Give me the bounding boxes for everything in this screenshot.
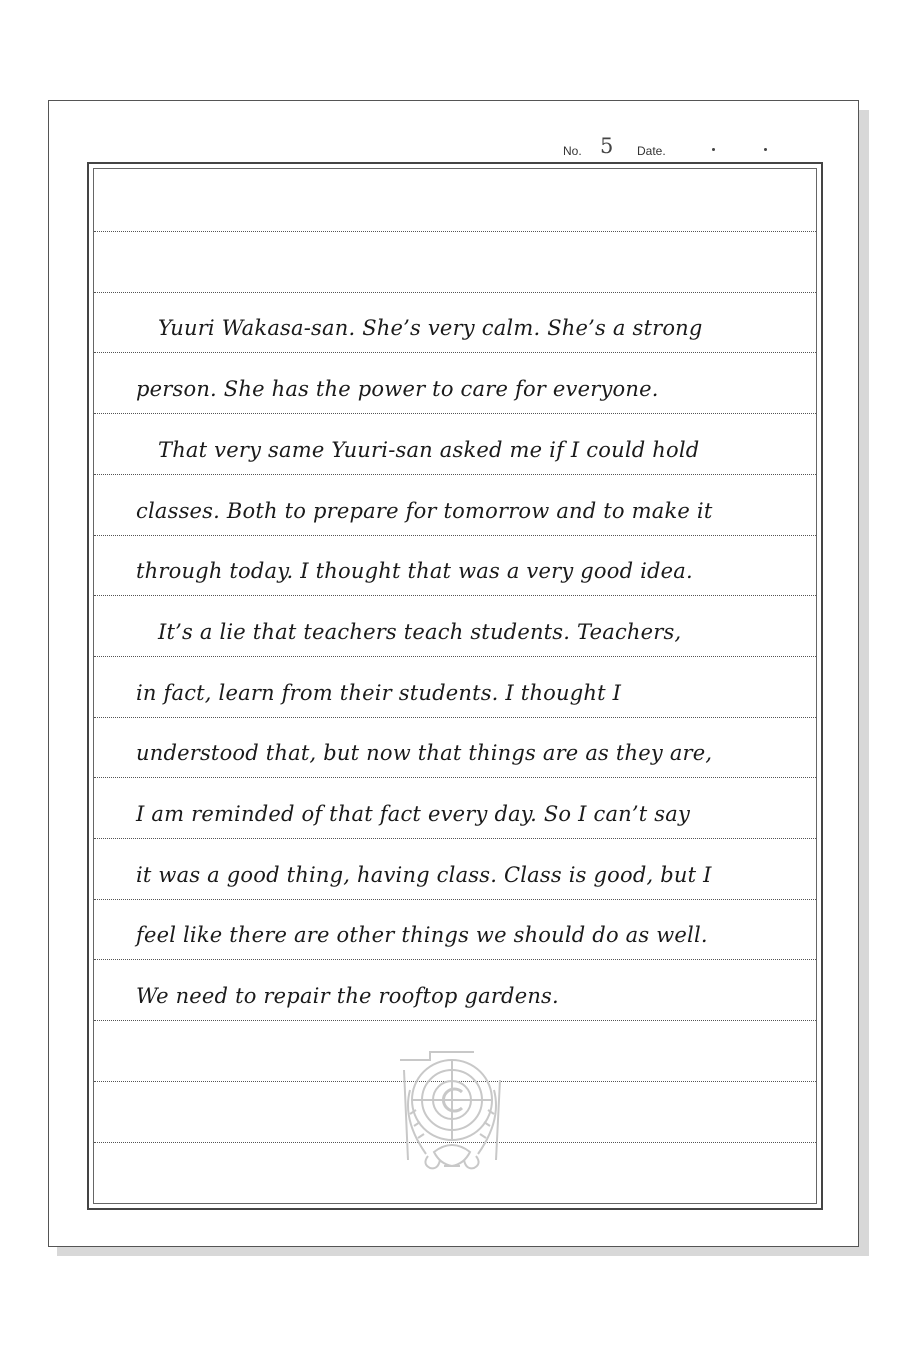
text-line: through today. I thought that was a very good idea. [136,559,693,583]
ruled-line [94,535,816,536]
school-emblem-watermark-icon [382,1040,522,1180]
text-line: person. She has the power to care for everyone. [136,377,659,401]
text-line: Yuuri Wakasa-san. She’s very calm. She’s a strong [158,316,703,340]
ruled-line [94,656,816,657]
text-line: That very same Yuuri-san asked me if I could hold [158,438,700,462]
ruled-line [94,474,816,475]
text-line: understood that, but now that things are as they are, [136,741,713,765]
ruled-line [94,413,816,414]
date-label: Date. [637,144,666,158]
page-number: 5 [600,134,614,158]
number-label: No. [563,144,582,158]
text-line: It’s a lie that teachers teach students. Teachers, [158,620,682,644]
text-line: in fact, learn from their students. I thought I [136,681,622,705]
ruled-line [94,1020,816,1021]
ruled-line [94,777,816,778]
ruled-line [94,838,816,839]
ruled-line [94,899,816,900]
text-line: I am reminded of that fact every day. So I can’t say [136,802,691,826]
text-line: feel like there are other things we should do as well. [136,923,708,947]
ruled-line [94,717,816,718]
text-line: it was a good thing, having class. Class is good, but I [136,863,712,887]
ruled-line [94,352,816,353]
ruled-line [94,959,816,960]
text-line: classes. Both to prepare for tomorrow and to make it [136,499,713,523]
ruled-line [94,231,816,232]
ruled-line [94,595,816,596]
text-line: We need to repair the rooftop gardens. [136,984,559,1008]
ruled-line [94,292,816,293]
